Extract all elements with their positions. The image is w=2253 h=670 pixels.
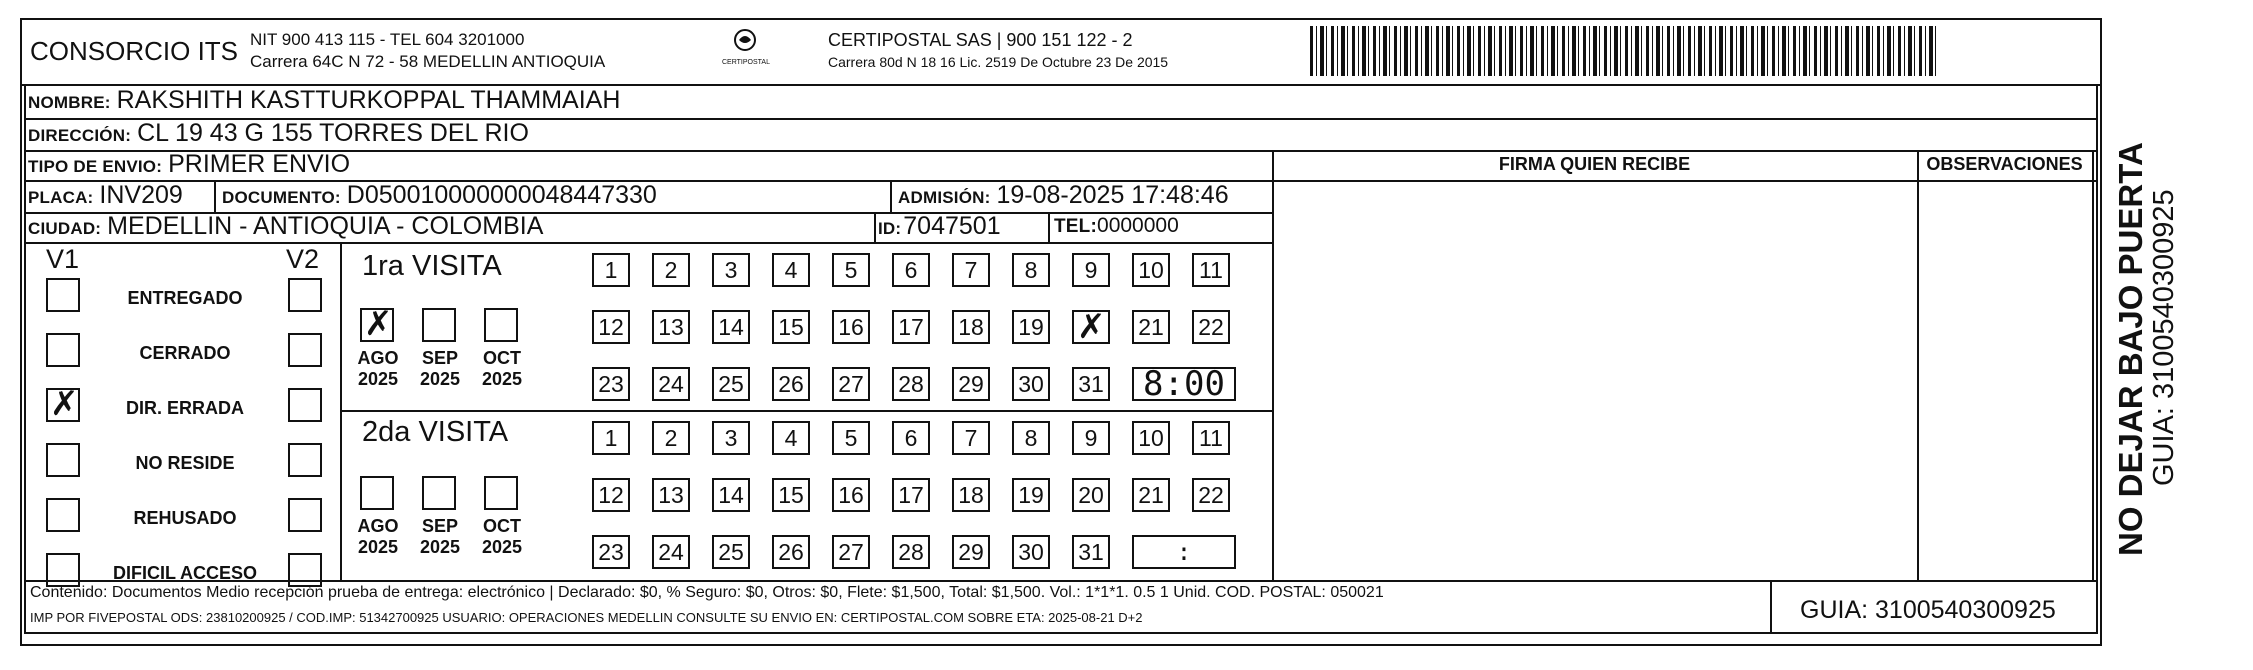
day-checkbox[interactable]: 9 <box>1072 421 1110 455</box>
v1-checkbox[interactable] <box>46 498 80 532</box>
company-name: CONSORCIO ITS <box>30 36 239 66</box>
col-divider <box>890 180 892 212</box>
v1-checkbox[interactable] <box>46 443 80 477</box>
col-divider <box>1770 580 1772 634</box>
day-checkbox[interactable]: 2 <box>652 253 690 287</box>
day-checkbox[interactable]: 11 <box>1192 253 1230 287</box>
day-checkbox[interactable]: 26 <box>772 367 810 401</box>
day-checkbox[interactable]: 30 <box>1012 367 1050 401</box>
day-checkbox[interactable]: 12 <box>592 310 630 344</box>
logo-caption: CERTIPOSTAL <box>722 59 770 66</box>
day-checkbox[interactable]: 3 <box>712 253 750 287</box>
v1-checkbox[interactable] <box>46 278 80 312</box>
company-address: Carrera 64C N 72 - 58 MEDELLIN ANTIOQUIA <box>250 52 606 71</box>
direccion-label: DIRECCIÓN: <box>28 126 132 145</box>
day-checkbox[interactable]: 16 <box>832 478 870 512</box>
content-line: Contenido: Documentos Medio recepción prueba de entrega: electrónico | Declarado: $0, % Seguro: $0, Otros: $0, Flete: $1,500, Total: $1,500. Vol.: 1*1*1. 0.5 1 Unid. COD. POSTAL: 050021 <box>30 584 1384 601</box>
row-line <box>24 242 1274 244</box>
check-mark-icon: ✗ <box>364 304 393 344</box>
admision-value: 19-08-2025 17:48:46 <box>996 181 1229 209</box>
day-checkbox[interactable]: 19 <box>1012 478 1050 512</box>
tel-label: TEL: <box>1054 216 1098 237</box>
id-label: ID: <box>878 219 902 238</box>
v1-checkbox[interactable] <box>46 333 80 367</box>
month-label: SEP 2025 <box>419 516 461 557</box>
visit2-title: 2da VISITA <box>362 416 509 448</box>
status-option-label: REHUSADO <box>133 508 237 528</box>
day-checkbox[interactable]: 8 <box>1012 421 1050 455</box>
v2-checkbox[interactable] <box>288 333 322 367</box>
month-checkbox[interactable] <box>422 476 456 510</box>
v1-label: V1 <box>46 244 80 274</box>
day-checkbox[interactable]: 4 <box>772 421 810 455</box>
month-checkbox[interactable] <box>484 476 518 510</box>
status-option-label: ENTREGADO <box>127 288 243 308</box>
documento-value: D050010000000048447330 <box>346 181 657 209</box>
time-value: 8:00 <box>1143 364 1225 404</box>
col-divider <box>874 212 876 242</box>
documento-label: DOCUMENTO: <box>222 188 341 207</box>
check-mark-icon: ✗ <box>1077 307 1106 347</box>
col-divider <box>2092 150 2094 580</box>
day-checkbox[interactable]: 17 <box>892 478 930 512</box>
carrier-license: Carrera 80d N 18 16 Lic. 2519 De Octubre 23 De 2015 <box>828 54 1169 70</box>
shipment-type: PRIMER ENVIO <box>168 150 351 178</box>
v2-checkbox[interactable] <box>288 388 322 422</box>
day-checkbox[interactable]: 6 <box>892 253 930 287</box>
v1-checkbox[interactable] <box>46 553 80 587</box>
day-checkbox[interactable]: 28 <box>892 367 930 401</box>
day-checkbox[interactable]: 31 <box>1072 535 1110 569</box>
company-nit: NIT 900 413 115 - TEL 604 3201000 <box>250 30 525 49</box>
time-field[interactable] <box>1132 535 1236 569</box>
v2-checkbox[interactable] <box>288 443 322 477</box>
v2-checkbox[interactable] <box>288 553 322 587</box>
time-field[interactable] <box>1132 364 1236 404</box>
day-checkbox[interactable]: 6 <box>892 421 930 455</box>
ciudad-label: CIUDAD: <box>28 219 102 238</box>
day-checkbox[interactable]: 27 <box>832 367 870 401</box>
day-checkbox[interactable]: 19 <box>1012 310 1050 344</box>
barcode <box>1310 26 1940 76</box>
month-checkbox[interactable] <box>360 476 394 510</box>
day-checkbox[interactable]: 21 <box>1132 478 1170 512</box>
day-checkbox[interactable]: 21 <box>1132 310 1170 344</box>
v2-label: V2 <box>286 244 320 274</box>
day-checkbox[interactable]: 11 <box>1192 421 1230 455</box>
day-checkbox[interactable]: 24 <box>652 367 690 401</box>
day-checkbox[interactable]: 10 <box>1132 421 1170 455</box>
status-option-label: CERRADO <box>139 343 231 363</box>
firma-header: FIRMA QUIEN RECIBE <box>1498 154 1691 174</box>
v2-checkbox[interactable] <box>288 498 322 532</box>
status-option-label: DIR. ERRADA <box>125 398 244 418</box>
time-value: : <box>1176 538 1192 566</box>
day-checkbox[interactable]: 1 <box>592 253 630 287</box>
day-checkbox[interactable]: 18 <box>952 310 990 344</box>
day-checkbox[interactable]: 10 <box>1132 253 1170 287</box>
imp-line: IMP POR FIVEPOSTAL ODS: 23810200925 / COD.IMP: 51342700925 USUARIO: OPERACIONES MEDELLIN CONSULTE SU ENVIO EN: CERTIPOSTAL.COM SOBRE ETA: 2025-08-21 D+2 <box>30 610 1143 625</box>
v2-checkbox[interactable] <box>288 278 322 312</box>
col-divider <box>1272 150 1274 580</box>
side-guia: GUIA: 3100540300925 <box>2148 189 2180 486</box>
visit1-title: 1ra VISITA <box>362 250 502 282</box>
day-checkbox[interactable]: 17 <box>892 310 930 344</box>
certipostal-logo <box>722 28 768 66</box>
month-label: OCT 2025 <box>481 516 523 557</box>
month-label: OCT 2025 <box>481 348 523 389</box>
id-value: 7047501 <box>903 212 1001 240</box>
day-checkbox[interactable]: 26 <box>772 535 810 569</box>
day-checkbox[interactable] <box>1072 307 1110 347</box>
certipostal-logo-icon <box>730 28 760 54</box>
col-divider <box>214 180 216 212</box>
day-checkbox[interactable]: 14 <box>712 478 750 512</box>
day-checkbox[interactable]: 14 <box>712 310 750 344</box>
day-checkbox[interactable]: 15 <box>772 310 810 344</box>
day-checkbox[interactable]: 8 <box>1012 253 1050 287</box>
check-mark-icon: ✗ <box>50 384 79 424</box>
day-checkbox[interactable]: 1 <box>592 421 630 455</box>
day-checkbox[interactable]: 23 <box>592 367 630 401</box>
day-checkbox[interactable]: 20 <box>1072 478 1110 512</box>
visit-divider <box>340 410 1272 412</box>
day-checkbox[interactable]: 15 <box>772 478 810 512</box>
day-checkbox[interactable]: 4 <box>772 253 810 287</box>
v1-checkbox[interactable] <box>46 384 80 424</box>
month-label: SEP 2025 <box>419 348 461 389</box>
observaciones-header: OBSERVACIONES <box>1926 154 2083 174</box>
day-checkbox[interactable]: 22 <box>1192 478 1230 512</box>
nombre-label: NOMBRE: <box>28 93 111 112</box>
day-checkbox[interactable]: 13 <box>652 478 690 512</box>
day-checkbox[interactable]: 31 <box>1072 367 1110 401</box>
status-option-label: NO RESIDE <box>135 453 235 473</box>
day-checkbox[interactable]: 24 <box>652 535 690 569</box>
day-checkbox[interactable]: 7 <box>952 253 990 287</box>
month-label: AGO 2025 <box>357 348 399 389</box>
col-divider <box>1048 212 1050 242</box>
admision-label: ADMISIÓN: <box>898 188 991 207</box>
day-checkbox[interactable]: 30 <box>1012 535 1050 569</box>
status-option-label: DIFICIL ACCESO <box>112 563 257 583</box>
no-dejar-warning: NO DEJAR BAJO PUERTA <box>2112 142 2149 556</box>
day-checkbox[interactable]: 25 <box>712 367 750 401</box>
month-checkbox[interactable] <box>484 308 518 342</box>
day-checkbox[interactable]: 7 <box>952 421 990 455</box>
day-checkbox[interactable]: 5 <box>832 253 870 287</box>
day-checkbox[interactable]: 27 <box>832 535 870 569</box>
recipient-name: RAKSHITH KASTTURKOPPAL THAMMAIAH <box>116 86 621 114</box>
day-checkbox[interactable]: 9 <box>1072 253 1110 287</box>
day-checkbox[interactable]: 25 <box>712 535 750 569</box>
day-checkbox[interactable]: 28 <box>892 535 930 569</box>
day-checkbox[interactable]: 2 <box>652 421 690 455</box>
day-checkbox[interactable]: 12 <box>592 478 630 512</box>
carrier-name: CERTIPOSTAL SAS | 900 151 122 - 2 <box>828 30 1133 50</box>
month-label: AGO 2025 <box>357 516 399 557</box>
day-checkbox[interactable]: 29 <box>952 367 990 401</box>
tel-value: 0000000 <box>1097 214 1179 237</box>
day-checkbox[interactable]: 5 <box>832 421 870 455</box>
row-line <box>24 580 2098 582</box>
row-line <box>1272 180 2092 182</box>
ciudad-value: MEDELLIN - ANTIOQUIA - COLOMBIA <box>107 212 544 240</box>
day-checkbox[interactable]: 18 <box>952 478 990 512</box>
col-divider <box>1917 150 1919 580</box>
placa-value: INV209 <box>99 181 183 209</box>
day-checkbox[interactable]: 13 <box>652 310 690 344</box>
day-checkbox[interactable]: 23 <box>592 535 630 569</box>
day-checkbox[interactable]: 22 <box>1192 310 1230 344</box>
footer-guia: GUIA: 3100540300925 <box>1800 596 2056 624</box>
recipient-address: CL 19 43 G 155 TORRES DEL RIO <box>137 119 529 147</box>
tipo-envio-label: TIPO DE ENVIO: <box>28 157 163 176</box>
month-checkbox[interactable] <box>422 308 456 342</box>
placa-label: PLACA: <box>28 188 94 207</box>
month-checkbox[interactable] <box>360 304 394 344</box>
day-checkbox[interactable]: 29 <box>952 535 990 569</box>
day-checkbox[interactable]: 3 <box>712 421 750 455</box>
day-checkbox[interactable]: 16 <box>832 310 870 344</box>
